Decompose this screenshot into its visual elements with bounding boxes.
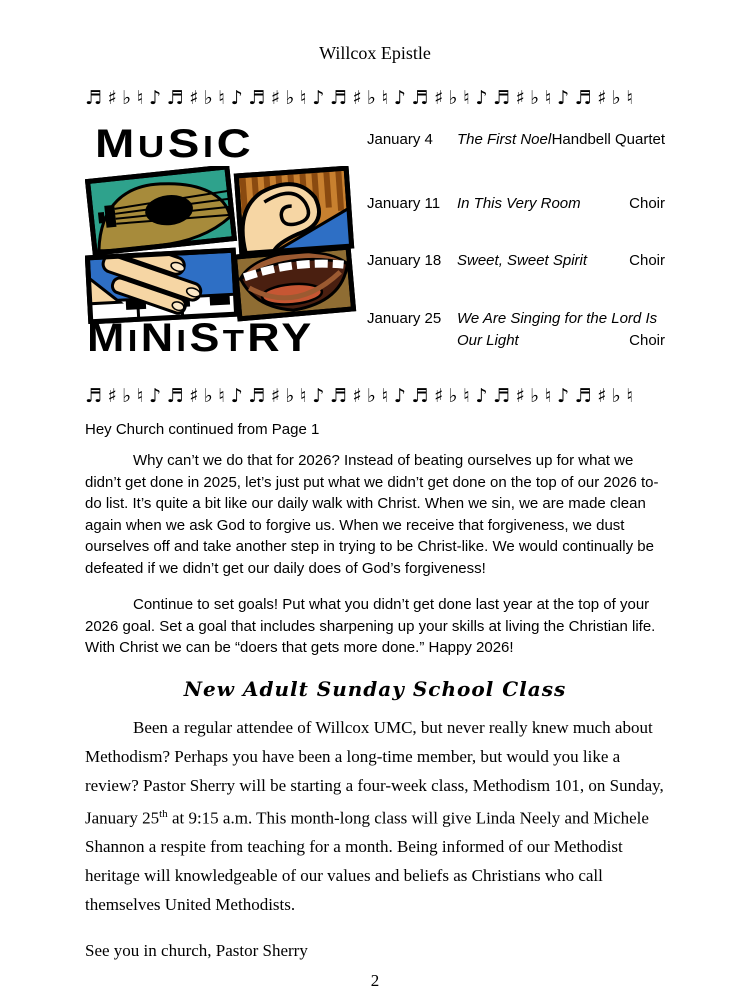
schedule-date: January 18 [367, 252, 442, 269]
clipart-panels [85, 166, 357, 324]
schedule-song-title-line2: Our Light [457, 332, 519, 349]
schedule-song-title: The First Noel [457, 131, 552, 148]
paragraph-text: at 9:15 a.m. This month-long class will give Linda Neely and Michele Shannon a respite from teaching for a month. Being informed of our Methodist heritage will knowledgeable of our values and beliefs as Christians who call themselves United Methodists. [85, 808, 649, 915]
schedule-row [367, 129, 665, 193]
music-ministry-clipart [85, 124, 357, 362]
clipart-title-ministry: MINISTRY [87, 316, 315, 360]
schedule-row [367, 308, 665, 352]
paragraph-text: Been a regular attendee of Willcox UMC, but never really knew much about Methodism? Perhaps you have been a long-time member, but would you like a review? Pastor Sherry will be starting a four-week class, Methodism 101, on Sunday, January 25 [85, 717, 664, 828]
schedule-song-title: Sweet, Sweet Spirit [457, 252, 588, 269]
signoff-line: See you in church, Pastor Sherry [85, 941, 308, 961]
schedule-ensemble: Choir [629, 332, 665, 349]
music-notes-border-top: ♬♯♭♮♪♬♯♭♮♪♬♯♭♮♪♬♯♭♮♪♬♯♭♮♪♬♯♭♮♪♬♯♭♮ [85, 87, 639, 109]
schedule-date: January 11 [367, 195, 441, 212]
schedule-ensemble: Choir [629, 195, 665, 212]
schedule-row [367, 193, 665, 250]
ear-icon [236, 168, 351, 253]
article-paragraph-1: Why can’t we do that for 2026? Instead of beating ourselves up for what we didn’t get done in 2025, let’s just put what we didn’t get done on the top of our 2026 to-do list. It’s quite a bit like our daily walk with Christ. When we sin, we are made clean again when we ask God to forgive us. When we receive that forgiveness, we dust ourselves off and take another step in trying to be Christ-like. We would continually be defeated if we didn’t get our daily does of God’s forgiveness! [85, 452, 659, 577]
continuation-note: Hey Church continued from Page 1 [85, 421, 320, 438]
sunday-school-paragraph [85, 713, 665, 920]
clipart-title-music: MUSIC [95, 122, 255, 166]
schedule-song-title: In This Very Room [457, 195, 581, 212]
music-ministry-section [85, 124, 665, 362]
guitar-icon [88, 167, 235, 253]
schedule-date: January 4 [367, 131, 433, 148]
schedule-date: January 25 [367, 310, 442, 327]
article-paragraph-2: Continue to set goals! Put what you didn’t get done last year at the top of your 2026 goal. Set a goal that includes sharpening up your skills at living the Christian life. With Christ we can be “doers that gets more done.” Happy 2026! [85, 596, 656, 656]
music-notes-border-bottom: ♬♯♭♮♪♬♯♭♮♪♬♯♭♮♪♬♯♭♮♪♬♯♭♮♪♬♯♭♮♪♬♯♭♮ [85, 385, 639, 407]
schedule-row [367, 250, 665, 308]
sunday-school-heading: New Adult Sunday School Class [183, 676, 567, 701]
music-schedule [367, 124, 665, 362]
singing-mouth-icon [235, 247, 354, 319]
schedule-ensemble: Choir [629, 252, 665, 269]
schedule-song-title: We Are Singing for the Lord Is [457, 310, 658, 327]
schedule-ensemble: Handbell Quartet [551, 131, 665, 148]
page-title: Willcox Epistle [319, 43, 431, 63]
ordinal-suffix: th [159, 807, 168, 820]
page-number: 2 [370, 971, 380, 991]
